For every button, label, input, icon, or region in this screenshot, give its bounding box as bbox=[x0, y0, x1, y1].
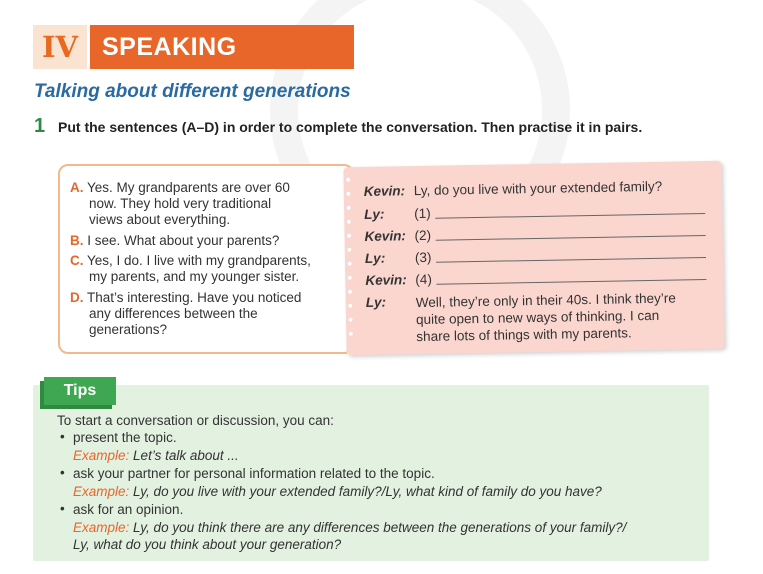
sentence-line: my parents, and my younger sister. bbox=[89, 269, 300, 284]
tip-example bbox=[73, 519, 626, 536]
task-number: 1 bbox=[34, 115, 46, 137]
line-number: (2) bbox=[414, 227, 432, 244]
line-number: (3) bbox=[414, 249, 432, 266]
sentence-b bbox=[70, 233, 345, 249]
example-label: Example: bbox=[73, 520, 130, 535]
conversation-line bbox=[364, 223, 705, 244]
sentence-letter: A. bbox=[70, 180, 84, 195]
sentence-letter: D. bbox=[70, 290, 84, 305]
sentence-line: generations? bbox=[89, 322, 168, 337]
conversation-line bbox=[365, 245, 706, 266]
example-label: Example: bbox=[73, 448, 130, 463]
speaker-name: Ly: bbox=[364, 206, 385, 222]
sentence-line: Yes, I do. I live with my grandparents, bbox=[87, 253, 311, 268]
sentence-line: That’s interesting. Have you noticed bbox=[87, 290, 302, 305]
sentence-a bbox=[70, 180, 345, 228]
line-text: Ly, do you live with your extended family? bbox=[413, 178, 663, 199]
bullet-dot: • bbox=[60, 465, 65, 480]
example-label: Example: bbox=[73, 484, 130, 499]
conversation-line bbox=[364, 201, 705, 222]
section-numeral: IV bbox=[33, 25, 87, 69]
line-text: Well, they’re only in their 40s. I think they’re bbox=[415, 290, 676, 311]
tips-intro: To start a conversation or discussion, you can: bbox=[57, 413, 334, 428]
sentence-line: any differences between the bbox=[89, 306, 258, 321]
sentence-d bbox=[70, 290, 345, 338]
notebook-holes bbox=[346, 177, 355, 345]
sentence-line: Yes. My grandparents are over 60 bbox=[87, 180, 290, 195]
sentence-c bbox=[70, 253, 345, 285]
speaker-name: Kevin: bbox=[363, 183, 406, 199]
tip-item: ask for an opinion. bbox=[73, 502, 184, 517]
conversation-line bbox=[366, 290, 677, 346]
example-text: Let’s talk about ... bbox=[133, 448, 239, 463]
sentence-letter: B. bbox=[70, 233, 84, 248]
sentence-line: now. They hold very traditional bbox=[89, 196, 272, 211]
tip-example bbox=[73, 447, 239, 464]
speaker-name: Ly: bbox=[365, 294, 387, 310]
conversation-line bbox=[365, 267, 706, 288]
example-text: Ly, do you think there are any differences between the generations of your family?/ bbox=[133, 520, 627, 535]
line-text: share lots of things with my parents. bbox=[416, 325, 632, 345]
line-text: quite open to new ways of thinking. I can bbox=[415, 307, 660, 328]
bullet-dot: • bbox=[60, 501, 65, 516]
answer-blank-2[interactable] bbox=[435, 223, 705, 241]
example-text: Ly, do you live with your extended family?/Ly, what kind of family do you have? bbox=[133, 484, 602, 499]
tip-item: ask your partner for personal information related to the topic. bbox=[73, 466, 435, 481]
conversation-note bbox=[343, 161, 724, 356]
tip-example bbox=[73, 483, 602, 500]
tip-item: present the topic. bbox=[73, 430, 177, 445]
sentence-line: I see. What about your parents? bbox=[87, 233, 280, 248]
conversation-line bbox=[364, 179, 663, 199]
tips-tab: Tips bbox=[44, 377, 116, 405]
bullet-dot: • bbox=[60, 429, 65, 444]
sentence-letter: C. bbox=[70, 253, 84, 268]
answer-blank-1[interactable] bbox=[435, 201, 705, 219]
tip-example-continued: Ly, what do you think about your generation? bbox=[73, 537, 342, 552]
section-header bbox=[33, 25, 354, 69]
lesson-subtitle: Talking about different generations bbox=[34, 81, 351, 102]
speaker-name: Kevin: bbox=[364, 228, 406, 244]
line-number: (4) bbox=[415, 271, 432, 288]
speaker-name: Kevin: bbox=[365, 272, 407, 288]
sentences-box bbox=[58, 164, 354, 354]
sentence-line: views about everything. bbox=[89, 212, 231, 227]
answer-blank-4[interactable] bbox=[436, 267, 706, 285]
speaker-name: Ly: bbox=[364, 250, 386, 266]
task-instruction: Put the sentences (A–D) in order to complete the conversation. Then practise it in pairs. bbox=[58, 119, 643, 135]
line-number: (1) bbox=[414, 205, 431, 222]
section-title: SPEAKING bbox=[90, 25, 354, 69]
answer-blank-3[interactable] bbox=[435, 245, 705, 263]
